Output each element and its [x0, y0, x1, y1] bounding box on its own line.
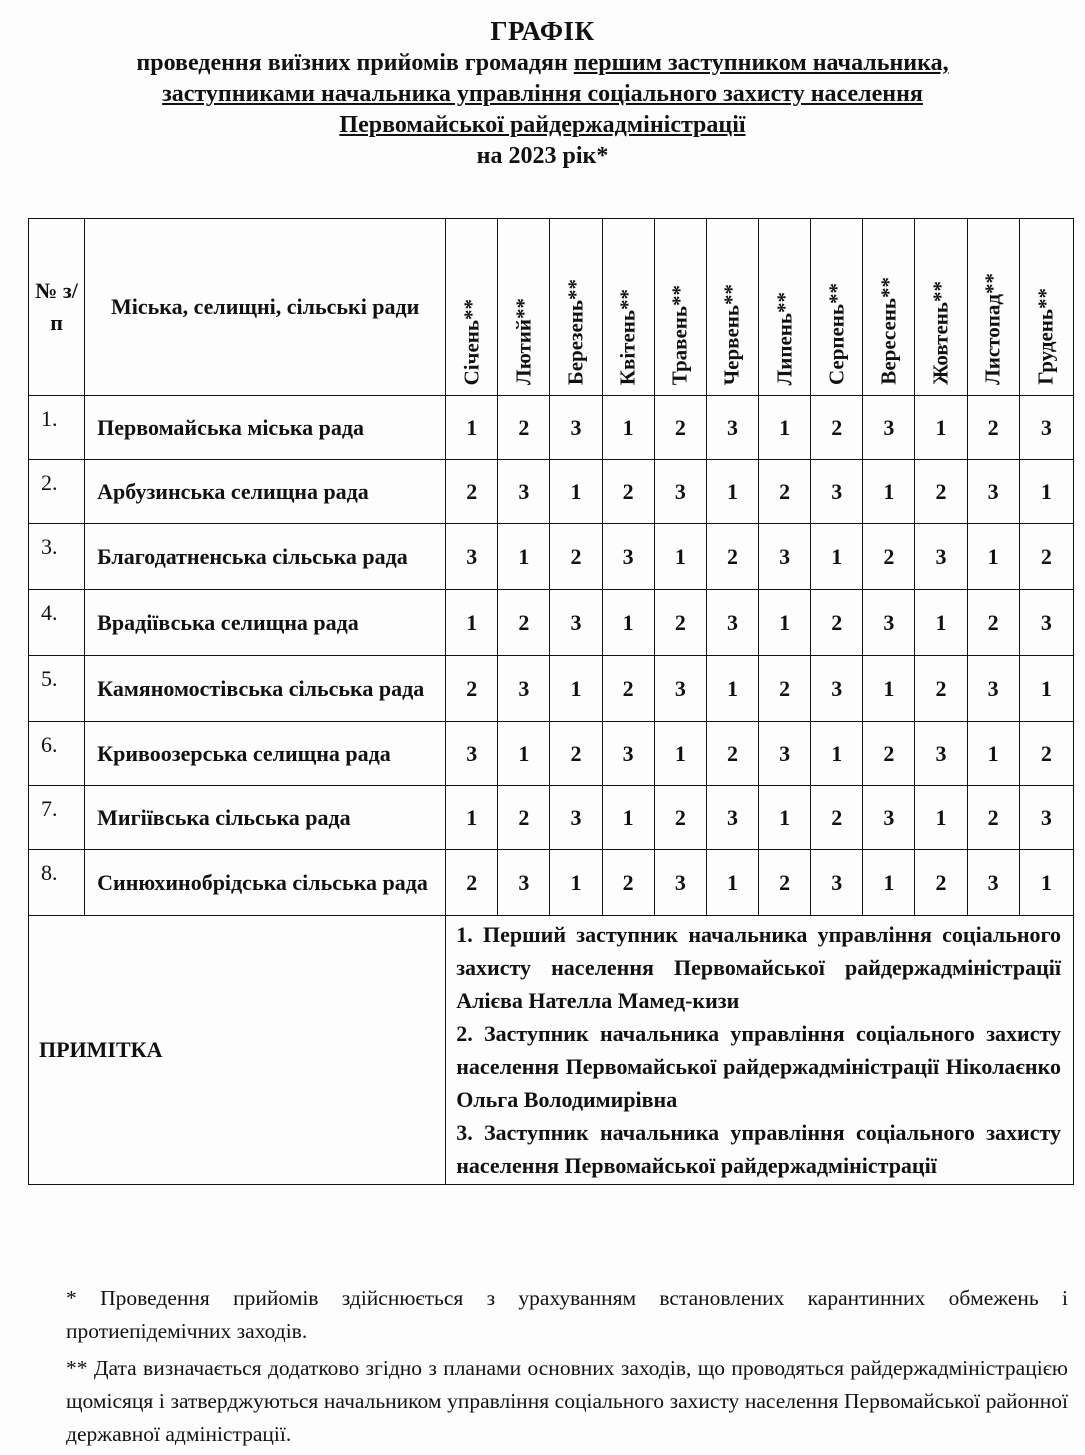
schedule-value: 1	[1019, 850, 1073, 916]
schedule-value: 3	[446, 524, 498, 590]
schedule-value: 3	[654, 460, 706, 524]
schedule-value: 1	[863, 656, 915, 722]
schedule-value: 2	[1019, 524, 1073, 590]
col-council-header: Міська, селищні, сільські ради	[85, 219, 446, 396]
month-header	[1019, 219, 1073, 396]
month-header	[863, 219, 915, 396]
footnotes	[66, 1282, 1068, 1455]
month-header	[811, 219, 863, 396]
document-title: ГРАФІК	[490, 16, 595, 46]
schedule-value: 2	[654, 396, 706, 460]
schedule-value: 1	[759, 590, 811, 656]
schedule-value: 1	[967, 722, 1019, 786]
schedule-value: 2	[602, 656, 654, 722]
council-name: Кривоозерська селищна рада	[85, 722, 446, 786]
schedule-value: 1	[915, 396, 967, 460]
schedule-value: 2	[915, 460, 967, 524]
schedule-value: 3	[1019, 590, 1073, 656]
schedule-value: 1	[863, 850, 915, 916]
schedule-value: 3	[811, 656, 863, 722]
note-item: 2. Заступник начальника управління соціального захисту населення Первомайської райдержадміністрації Ніколаєнко Ольга Володимирівна	[456, 1021, 1061, 1112]
council-name: Врадіївська селищна рада	[85, 590, 446, 656]
schedule-value: 2	[915, 656, 967, 722]
schedule-value: 3	[498, 850, 550, 916]
schedule-value: 3	[550, 396, 602, 460]
council-name: Мигіївська сільська рада	[85, 786, 446, 850]
table-row	[29, 396, 1074, 460]
month-label: Липень**	[772, 291, 797, 385]
table-row	[29, 524, 1074, 590]
council-name: Арбузинська селищна рада	[85, 460, 446, 524]
schedule-table	[28, 218, 1074, 1185]
schedule-value: 2	[1019, 722, 1073, 786]
month-label: Березень**	[563, 278, 588, 385]
table-row	[29, 590, 1074, 656]
row-number: 1.	[29, 396, 85, 460]
month-label: Квітень**	[615, 288, 640, 385]
schedule-value: 2	[759, 850, 811, 916]
schedule-value: 2	[863, 722, 915, 786]
month-label: Листопад**	[980, 273, 1005, 385]
schedule-value: 3	[706, 590, 758, 656]
row-number: 4.	[29, 590, 85, 656]
schedule-value: 3	[498, 656, 550, 722]
note-label: ПРИМІТКА	[29, 916, 446, 1185]
schedule-value: 1	[550, 850, 602, 916]
table-header-row	[29, 219, 1074, 396]
schedule-value: 1	[811, 722, 863, 786]
month-header	[446, 219, 498, 396]
month-header	[759, 219, 811, 396]
schedule-value: 3	[654, 656, 706, 722]
title-line-1-plain: проведення виїзних прийомів громадян	[136, 50, 574, 76]
schedule-value: 2	[759, 460, 811, 524]
schedule-value: 1	[654, 722, 706, 786]
schedule-value: 2	[967, 590, 1019, 656]
schedule-value: 3	[759, 524, 811, 590]
month-label: Травень**	[667, 284, 692, 385]
row-number: 5.	[29, 656, 85, 722]
schedule-value: 1	[967, 524, 1019, 590]
schedule-value: 1	[1019, 460, 1073, 524]
schedule-value: 1	[602, 396, 654, 460]
table-body	[29, 396, 1074, 916]
month-header	[706, 219, 758, 396]
table-row	[29, 850, 1074, 916]
schedule-value: 1	[811, 524, 863, 590]
note-body	[446, 916, 1074, 1185]
schedule-value: 2	[446, 850, 498, 916]
row-number: 8.	[29, 850, 85, 916]
schedule-value: 1	[654, 524, 706, 590]
title-line-1	[0, 48, 1085, 79]
title-line-1-underlined: першим заступником начальника,	[573, 50, 949, 76]
schedule-value: 3	[967, 656, 1019, 722]
month-header	[498, 219, 550, 396]
schedule-value: 2	[863, 524, 915, 590]
schedule-value: 2	[498, 396, 550, 460]
note-item: 1. Перший заступник начальника управління соціального захисту населення Первомайської райдержадміністрації Алієва Нателла Мамед-кизи	[456, 922, 1061, 1013]
schedule-value: 1	[446, 590, 498, 656]
schedule-value: 1	[498, 524, 550, 590]
schedule-value: 2	[706, 524, 758, 590]
note-item: 3. Заступник начальника управління соціального захисту населення Первомайської райдержадміністрації	[456, 1120, 1061, 1178]
schedule-value: 2	[498, 590, 550, 656]
schedule-value: 2	[654, 590, 706, 656]
schedule-value: 3	[706, 396, 758, 460]
schedule-value: 1	[550, 656, 602, 722]
council-name: Синюхинобрідська сільська рада	[85, 850, 446, 916]
month-label: Січень**	[459, 298, 484, 385]
schedule-value: 1	[759, 786, 811, 850]
schedule-value: 3	[706, 786, 758, 850]
schedule-value: 2	[706, 722, 758, 786]
month-header	[915, 219, 967, 396]
row-number: 2.	[29, 460, 85, 524]
row-number: 7.	[29, 786, 85, 850]
schedule-value: 1	[759, 396, 811, 460]
schedule-value: 3	[811, 850, 863, 916]
month-label: Серпень**	[824, 282, 849, 385]
col-number-header: № з/п	[29, 219, 85, 396]
schedule-value: 1	[863, 460, 915, 524]
schedule-value: 1	[602, 590, 654, 656]
schedule-value: 3	[863, 396, 915, 460]
schedule-value: 2	[811, 590, 863, 656]
footnote: ** Дата визначається додатково згідно з планами основних заходів, що проводяться райдержадміністрацією щомісяця і затверджуються начальником управління соціального захисту населення Первомайської районної державної адміністрації.	[66, 1356, 1068, 1446]
schedule-value: 1	[498, 722, 550, 786]
schedule-value: 3	[915, 722, 967, 786]
schedule-value: 3	[967, 850, 1019, 916]
title-line-4: на 2023 рік*	[476, 143, 609, 169]
schedule-value: 2	[602, 460, 654, 524]
title-line-2: заступниками начальника управління соціального захисту населення	[162, 81, 923, 107]
schedule-value: 2	[498, 786, 550, 850]
schedule-value: 3	[602, 722, 654, 786]
note-row	[29, 916, 1074, 1185]
schedule-value: 2	[550, 722, 602, 786]
schedule-value: 2	[602, 850, 654, 916]
footnote: * Проведення прийомів здійснюється з урахуванням встановлених карантинних обмежень і протиепідемічних заходів.	[66, 1286, 1068, 1343]
schedule-value: 3	[759, 722, 811, 786]
schedule-value: 2	[550, 524, 602, 590]
month-label: Вересень**	[876, 277, 901, 385]
schedule-value: 3	[915, 524, 967, 590]
schedule-value: 1	[706, 460, 758, 524]
row-number: 6.	[29, 722, 85, 786]
schedule-value: 3	[550, 590, 602, 656]
title-line-3: Первомайської райдержадміністрації	[339, 112, 746, 138]
schedule-value: 2	[967, 396, 1019, 460]
schedule-value: 3	[550, 786, 602, 850]
schedule-value: 1	[706, 656, 758, 722]
month-label: Жовтень**	[928, 281, 953, 385]
schedule-value: 2	[446, 460, 498, 524]
schedule-value: 3	[863, 590, 915, 656]
schedule-value: 3	[498, 460, 550, 524]
schedule-value: 3	[602, 524, 654, 590]
schedule-value: 2	[811, 786, 863, 850]
schedule-value: 3	[1019, 786, 1073, 850]
schedule-value: 1	[1019, 656, 1073, 722]
council-name: Камяномостівська сільська рада	[85, 656, 446, 722]
schedule-value: 1	[550, 460, 602, 524]
document-header	[0, 14, 1085, 172]
schedule-value: 1	[446, 786, 498, 850]
row-number: 3.	[29, 524, 85, 590]
schedule-value: 2	[811, 396, 863, 460]
month-label: Червень**	[719, 283, 744, 385]
schedule-value: 1	[706, 850, 758, 916]
schedule-value: 2	[446, 656, 498, 722]
month-header	[967, 219, 1019, 396]
schedule-value: 3	[967, 460, 1019, 524]
schedule-value: 2	[915, 850, 967, 916]
schedule-value: 2	[654, 786, 706, 850]
table-row	[29, 656, 1074, 722]
council-name: Первомайська міська рада	[85, 396, 446, 460]
table-row	[29, 722, 1074, 786]
schedule-value: 1	[915, 590, 967, 656]
schedule-value: 1	[446, 396, 498, 460]
month-header	[602, 219, 654, 396]
month-label: Грудень**	[1033, 288, 1058, 385]
schedule-value: 3	[863, 786, 915, 850]
council-name: Благодатненська сільська рада	[85, 524, 446, 590]
schedule-value: 1	[915, 786, 967, 850]
schedule-value: 3	[1019, 396, 1073, 460]
schedule-value: 1	[602, 786, 654, 850]
table-row	[29, 786, 1074, 850]
month-header	[550, 219, 602, 396]
table-row	[29, 460, 1074, 524]
schedule-value: 2	[967, 786, 1019, 850]
month-header	[654, 219, 706, 396]
schedule-value: 3	[654, 850, 706, 916]
schedule-value: 2	[759, 656, 811, 722]
schedule-value: 3	[446, 722, 498, 786]
schedule-value: 3	[811, 460, 863, 524]
month-label: Лютий**	[511, 298, 536, 385]
